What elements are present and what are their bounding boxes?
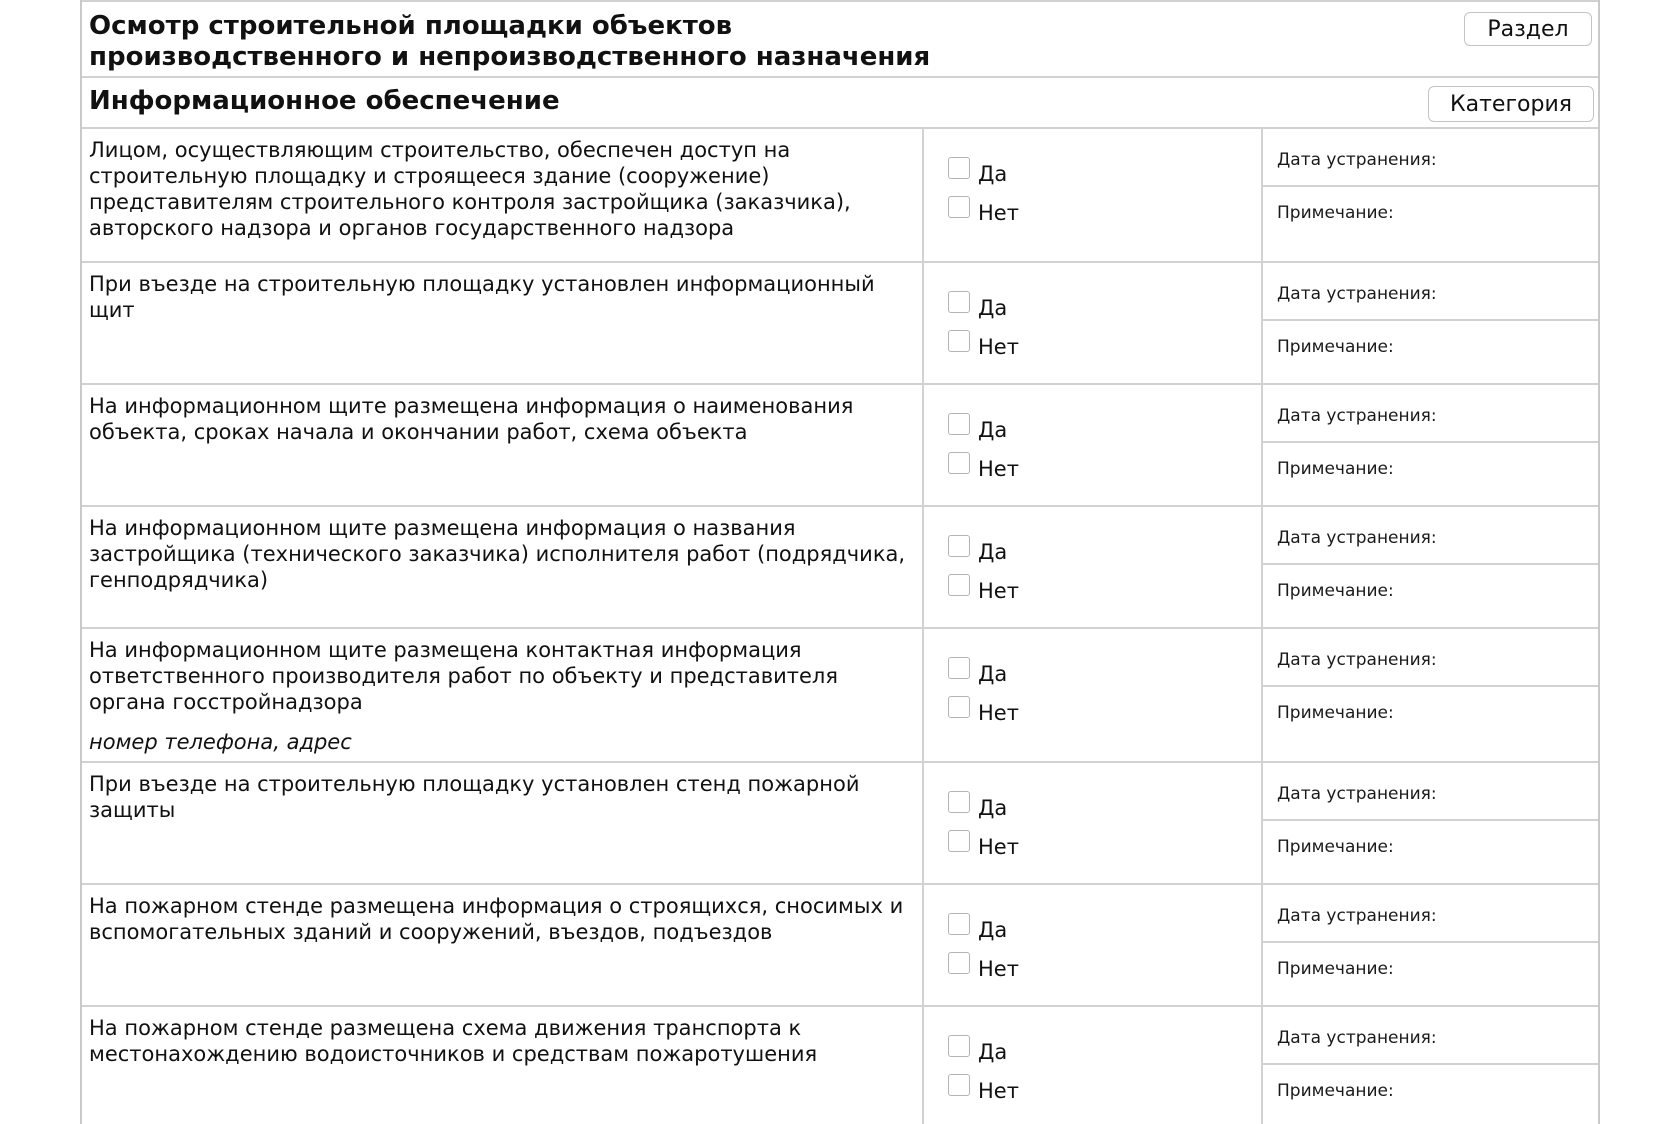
option-no[interactable]: [948, 198, 1019, 228]
option-no[interactable]: [948, 698, 1019, 728]
yes-checkbox[interactable]: [948, 913, 970, 935]
section-title: Осмотр строительной площадки объектов производственного и непроизводственного назначения: [89, 11, 931, 72]
checklist-item: [82, 1007, 1598, 1124]
checklist-sheet: [80, 0, 1600, 1124]
yes-label: Да: [978, 296, 1008, 320]
fix-date-label: Дата устранения:: [1277, 406, 1437, 426]
no-label: Нет: [978, 957, 1019, 981]
no-label: Нет: [978, 835, 1019, 859]
yes-checkbox[interactable]: [948, 1035, 970, 1057]
column-divider: [922, 763, 924, 883]
no-label: Нет: [978, 457, 1019, 481]
note-label: Примечание:: [1277, 203, 1394, 223]
yes-label: Да: [978, 162, 1008, 186]
no-label: Нет: [978, 201, 1019, 225]
category-title: Информационное обеспечение: [89, 86, 560, 116]
note-label: Примечание:: [1277, 837, 1394, 857]
fix-date-label: Дата устранения:: [1277, 650, 1437, 670]
column-divider: [922, 385, 924, 505]
yes-label: Да: [978, 796, 1008, 820]
option-yes[interactable]: [948, 659, 1007, 689]
fix-date-label: Дата устранения:: [1277, 528, 1437, 548]
yes-label: Да: [978, 1040, 1008, 1064]
no-checkbox[interactable]: [948, 574, 970, 596]
item-question: При въезде на строительную площадку установлен стенд пожарной защиты: [89, 772, 860, 822]
fix-date-field[interactable]: [1263, 1007, 1598, 1065]
option-no[interactable]: [948, 954, 1019, 984]
fix-date-label: Дата устранения:: [1277, 150, 1437, 170]
no-checkbox[interactable]: [948, 1074, 970, 1096]
item-question: При въезде на строительную площадку установлен информационный щит: [89, 272, 875, 322]
no-checkbox[interactable]: [948, 830, 970, 852]
checklist-item: [82, 263, 1598, 385]
item-question: [89, 637, 909, 755]
note-label: Примечание:: [1277, 459, 1394, 479]
note-label: Примечание:: [1277, 581, 1394, 601]
no-label: Нет: [978, 579, 1019, 603]
item-question: На пожарном стенде размещена информация о строящихся, сносимых и вспомогательных зданий и сооружений, въездов, подъездов: [89, 894, 904, 944]
no-label: Нет: [978, 1079, 1019, 1103]
item-question: На информационном щите размещена информация о наименования объекта, сроках начала и окончании работ, схема объекта: [89, 394, 854, 444]
option-no[interactable]: [948, 454, 1019, 484]
note-label: Примечание:: [1277, 703, 1394, 723]
fix-date-field[interactable]: [1263, 763, 1598, 821]
option-yes[interactable]: [948, 1037, 1007, 1067]
yes-checkbox[interactable]: [948, 413, 970, 435]
yes-checkbox[interactable]: [948, 791, 970, 813]
option-yes[interactable]: [948, 293, 1007, 323]
column-divider: [922, 263, 924, 383]
checklist-item: [82, 763, 1598, 885]
option-no[interactable]: [948, 332, 1019, 362]
column-divider: [922, 507, 924, 627]
no-label: Нет: [978, 335, 1019, 359]
item-question-text: На информационном щите размещена контактная информация ответственного производителя работ по объекту и представителя органа госстройнадзора: [89, 638, 838, 714]
fix-date-field[interactable]: [1263, 129, 1598, 187]
option-yes[interactable]: [948, 159, 1007, 189]
fix-date-label: Дата устранения:: [1277, 906, 1437, 926]
no-checkbox[interactable]: [948, 452, 970, 474]
yes-label: Да: [978, 662, 1008, 686]
fix-date-field[interactable]: [1263, 385, 1598, 443]
section-header: [82, 0, 1598, 78]
section-button[interactable]: Раздел: [1464, 12, 1592, 46]
checklist-item: [82, 129, 1598, 263]
option-no[interactable]: [948, 1076, 1019, 1106]
yes-checkbox[interactable]: [948, 657, 970, 679]
option-yes[interactable]: [948, 915, 1007, 945]
yes-label: Да: [978, 418, 1008, 442]
item-question: Лицом, осуществляющим строительство, обеспечен доступ на строительную площадку и строящееся здание (сооружение) представителям строительного контроля застройщика (заказчика), авторского надзора и органов государственного надзора: [89, 138, 851, 240]
option-yes[interactable]: [948, 415, 1007, 445]
fix-date-label: Дата устранения:: [1277, 284, 1437, 304]
yes-checkbox[interactable]: [948, 535, 970, 557]
category-button[interactable]: Категория: [1428, 86, 1594, 122]
no-checkbox[interactable]: [948, 952, 970, 974]
category-header: [82, 78, 1598, 129]
fix-date-field[interactable]: [1263, 507, 1598, 565]
item-question: На информационном щите размещена информация о названия застройщика (технического заказчика) исполнителя работ (подрядчика, генподрядчика): [89, 516, 906, 592]
fix-date-field[interactable]: [1263, 885, 1598, 943]
column-divider: [922, 629, 924, 761]
note-label: Примечание:: [1277, 959, 1394, 979]
yes-label: Да: [978, 540, 1008, 564]
column-divider: [922, 885, 924, 1005]
checklist-item: [82, 385, 1598, 507]
checklist-item: [82, 629, 1598, 763]
item-question: На пожарном стенде размещена схема движения транспорта к местонахождению водоисточников и средствам пожаротушения: [89, 1016, 818, 1066]
no-checkbox[interactable]: [948, 330, 970, 352]
no-label: Нет: [978, 701, 1019, 725]
yes-checkbox[interactable]: [948, 157, 970, 179]
option-yes[interactable]: [948, 793, 1007, 823]
option-yes[interactable]: [948, 537, 1007, 567]
fix-date-field[interactable]: [1263, 263, 1598, 321]
no-checkbox[interactable]: [948, 696, 970, 718]
option-no[interactable]: [948, 832, 1019, 862]
fix-date-label: Дата устранения:: [1277, 1028, 1437, 1048]
checklist-item: [82, 885, 1598, 1007]
yes-checkbox[interactable]: [948, 291, 970, 313]
fix-date-field[interactable]: [1263, 629, 1598, 687]
item-hint: номер телефона, адрес: [89, 730, 352, 754]
option-no[interactable]: [948, 576, 1019, 606]
column-divider: [922, 129, 924, 261]
yes-label: Да: [978, 918, 1008, 942]
note-label: Примечание:: [1277, 337, 1394, 357]
note-label: Примечание:: [1277, 1081, 1394, 1101]
no-checkbox[interactable]: [948, 196, 970, 218]
column-divider: [922, 1007, 924, 1124]
fix-date-label: Дата устранения:: [1277, 784, 1437, 804]
checklist-item: [82, 507, 1598, 629]
